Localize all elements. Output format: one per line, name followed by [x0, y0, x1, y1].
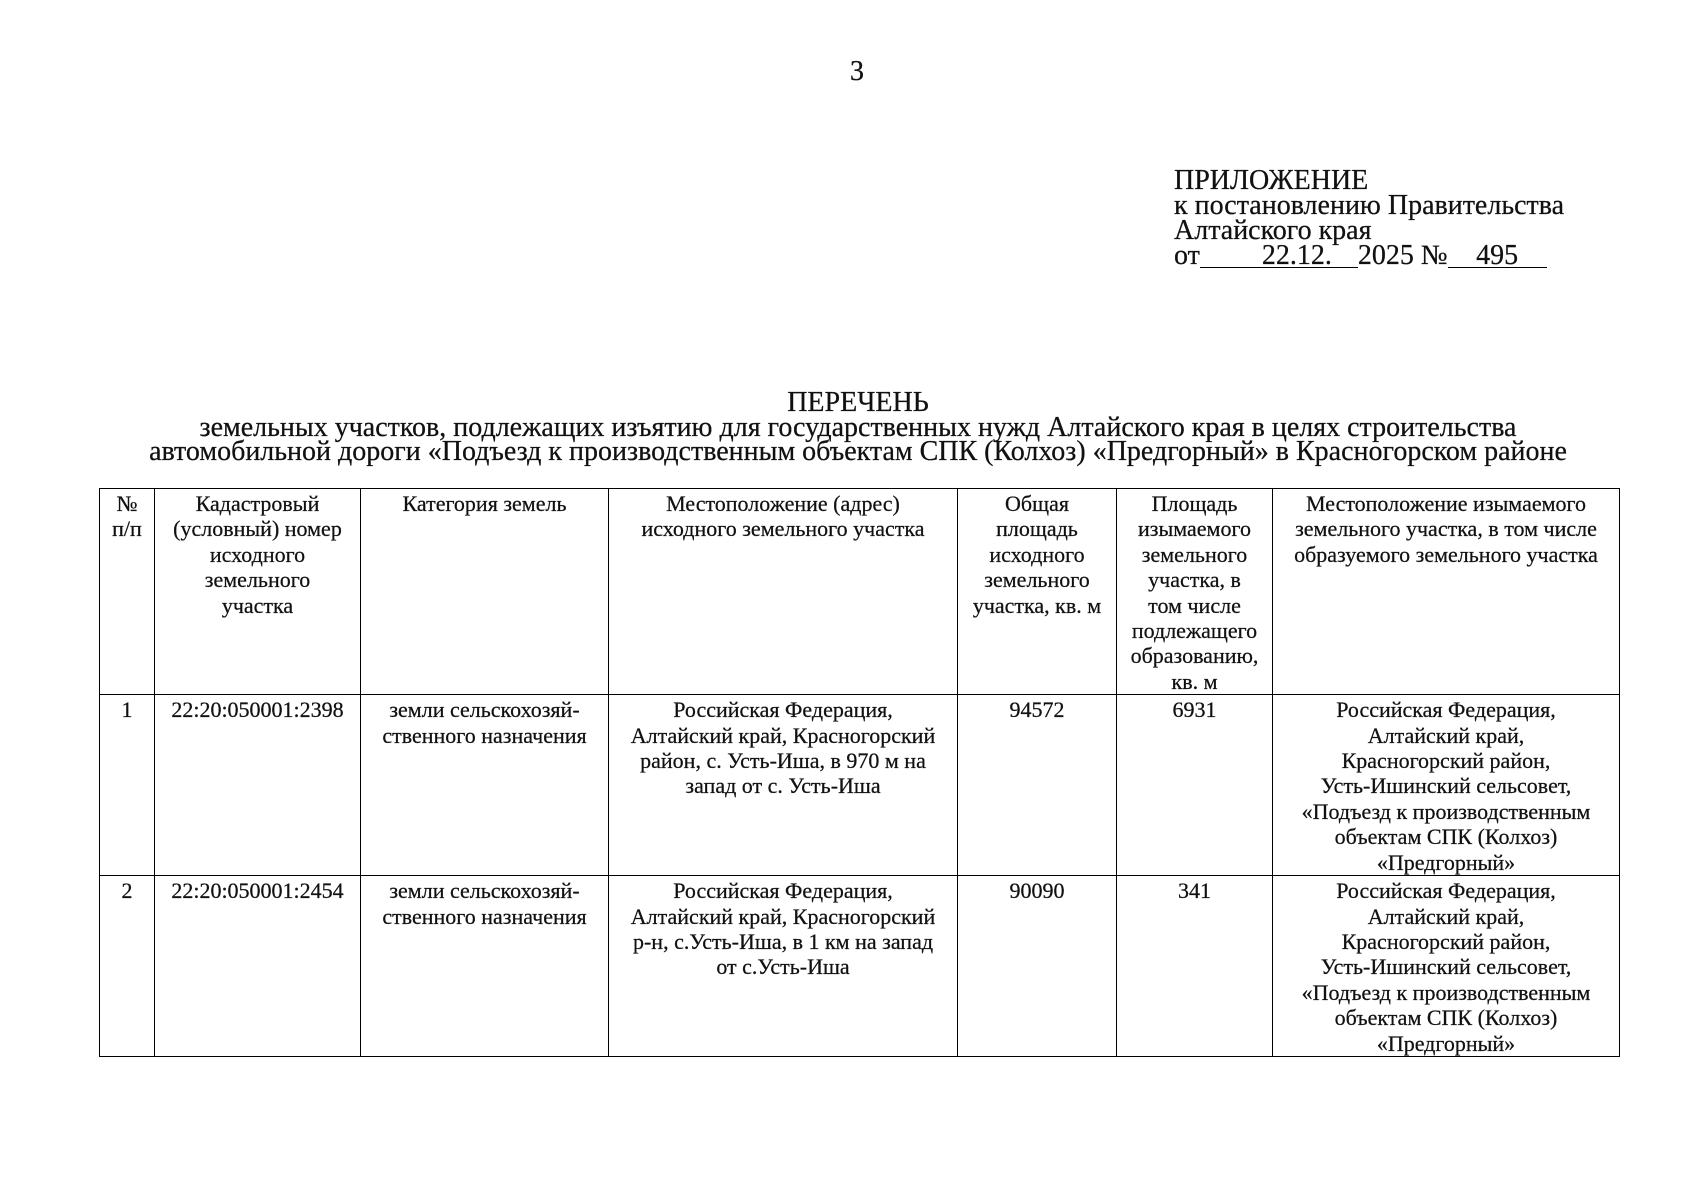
date-prefix: от [1174, 240, 1200, 271]
cell-land-category: земли сельскохозяй- ственного назначения [361, 695, 609, 876]
header-cadastral-number: Кадастровый (условный) номер исходного земельного участка [155, 489, 361, 695]
cell-row-number: 1 [100, 695, 155, 876]
table-row [100, 695, 1620, 876]
approval-number-field: 495 [1448, 243, 1547, 268]
year-number-label: 2025 № [1357, 240, 1448, 271]
cell-seized-location: Российская Федерация, Алтайский край, Красногорский район, Усть-Ишинский сельсовет, «Подъезд к производственным объектам СПК (Колхоз) «Предгорный» [1273, 876, 1620, 1057]
cell-row-number: 2 [100, 876, 155, 1057]
cell-seized-area: 6931 [1117, 695, 1273, 876]
table-row [100, 876, 1620, 1057]
document-subtitle-line-1: земельных участков, подлежащих изъятию для государственных нужд Алтайского края в целях строительства [199, 411, 1517, 443]
appendix-date-line [1174, 240, 1564, 271]
page-number: 3 [850, 56, 864, 87]
document-title: ПЕРЕЧЕНЬ [787, 387, 929, 418]
appendix-title: ПРИЛОЖЕНИЕ [1174, 165, 1369, 196]
cell-land-category: земли сельскохозяй- ственного назначения [361, 876, 609, 1057]
appendix-line-resolution: к постановлению Правительства [1174, 190, 1565, 221]
table-header-row [100, 489, 1620, 695]
header-source-location: Местоположение (адрес) исходного земельного участка [609, 489, 958, 695]
cell-seized-area: 341 [1117, 876, 1273, 1057]
approval-date-field: 22.12. [1200, 243, 1358, 268]
cell-source-location: Российская Федерация, Алтайский край, Красногорский район, с. Усть-Иша, в 970 м на запад от с. Усть-Иша [609, 695, 958, 876]
header-land-category: Категория земель [361, 489, 609, 695]
cell-source-location: Российская Федерация, Алтайский край, Красногорский р-н, с.Усть-Иша, в 1 км на запад от с.Усть-Иша [609, 876, 958, 1057]
header-seized-location: Местоположение изымаемого земельного участка, в том числе образуемого земельного участка [1273, 489, 1620, 695]
cell-cadastral-number: 22:20:050001:2454 [155, 876, 361, 1057]
header-total-area: Общая площадь исходного земельного участка, кв. м [958, 489, 1117, 695]
appendix-block [1174, 165, 1565, 271]
land-parcels-table [99, 488, 1620, 1057]
document-heading [90, 387, 1626, 467]
header-seized-area: Площадь изымаемого земельного участка, в том числе подлежащего образованию, кв. м [1117, 489, 1273, 695]
document-subtitle-line-2: автомобильной дороги «Подъезд к производственным объектам СПК (Колхоз) «Предгорный» в Красногорском районе [149, 436, 1567, 467]
appendix-line-region: Алтайского края [1174, 215, 1372, 246]
cell-seized-location: Российская Федерация, Алтайский край, Красногорский район, Усть-Ишинский сельсовет, «Подъезд к производственным объектам СПК (Колхоз) «Предгорный» [1273, 695, 1620, 876]
cell-total-area: 94572 [958, 695, 1117, 876]
cell-cadastral-number: 22:20:050001:2398 [155, 695, 361, 876]
header-row-number: № п/п [100, 489, 155, 695]
cell-total-area: 90090 [958, 876, 1117, 1057]
